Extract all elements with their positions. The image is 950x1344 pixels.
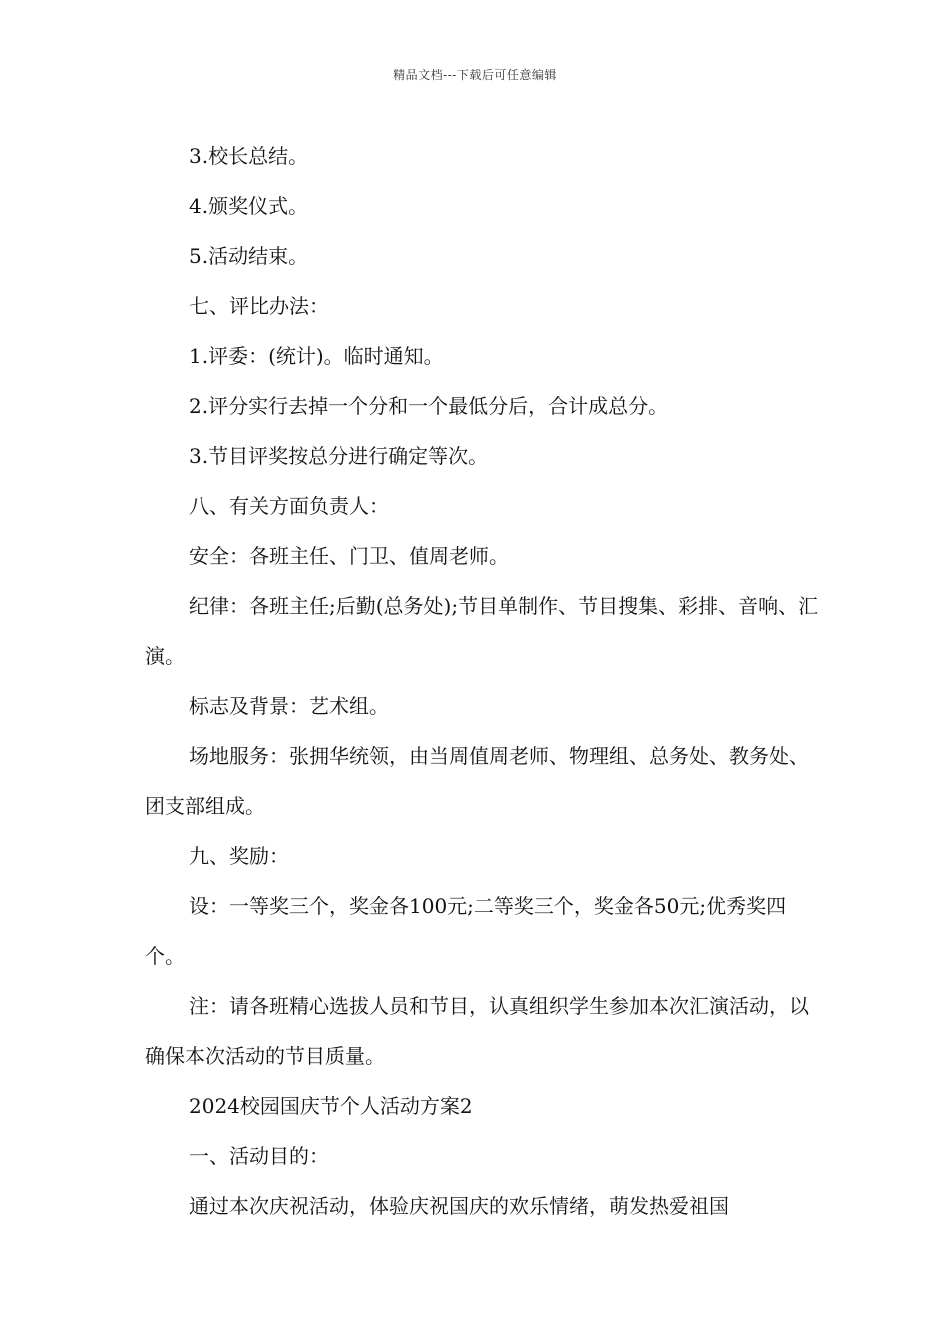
section-heading-evaluation: 七、评比办法： (189, 294, 329, 318)
responsible-item-logo: 标志及背景：艺术组。 (189, 694, 389, 718)
rewards-note: 注：请各班精心选拔人员和节目，认真组织学生参加本次汇演活动，以确保本次活动的节目质量。 (145, 994, 809, 1068)
page-header: 精品文档---下载后可任意编辑 (393, 68, 557, 82)
evaluation-item-scoring: 2.评分实行去掉一个分和一个最低分后，合计成总分。 (189, 394, 669, 418)
section-heading-rewards: 九、奖励： (189, 844, 289, 868)
evaluation-item-judges: 1.评委：(统计)。临时通知。 (189, 344, 444, 368)
purpose-paragraph: 通过本次庆祝活动，体验庆祝国庆的欢乐情绪，萌发热爱祖国 (189, 1194, 729, 1218)
list-item-activity-end: 5.活动结束。 (189, 244, 309, 268)
plan-title-2: 2024校园国庆节个人活动方案2 (189, 1094, 473, 1118)
list-item-award-ceremony: 4.颁奖仪式。 (189, 194, 309, 218)
document-body (145, 131, 825, 1231)
responsible-item-safety: 安全：各班主任、门卫、值周老师。 (189, 544, 509, 568)
rewards-detail: 设：一等奖三个，奖金各100元;二等奖三个，奖金各50元;优秀奖四个。 (145, 894, 787, 968)
evaluation-item-ranking: 3.节目评奖按总分进行确定等次。 (189, 444, 489, 468)
section-heading-purpose: 一、活动目的： (189, 1144, 329, 1168)
list-item-principal-summary: 3.校长总结。 (189, 144, 309, 168)
responsible-item-venue: 场地服务：张拥华统领，由当周值周老师、物理组、总务处、教务处、团支部组成。 (145, 744, 809, 818)
section-heading-responsible: 八、有关方面负责人： (189, 494, 389, 518)
responsible-item-discipline: 纪律：各班主任;后勤(总务处);节目单制作、节目搜集、彩排、音响、汇演。 (145, 594, 819, 668)
